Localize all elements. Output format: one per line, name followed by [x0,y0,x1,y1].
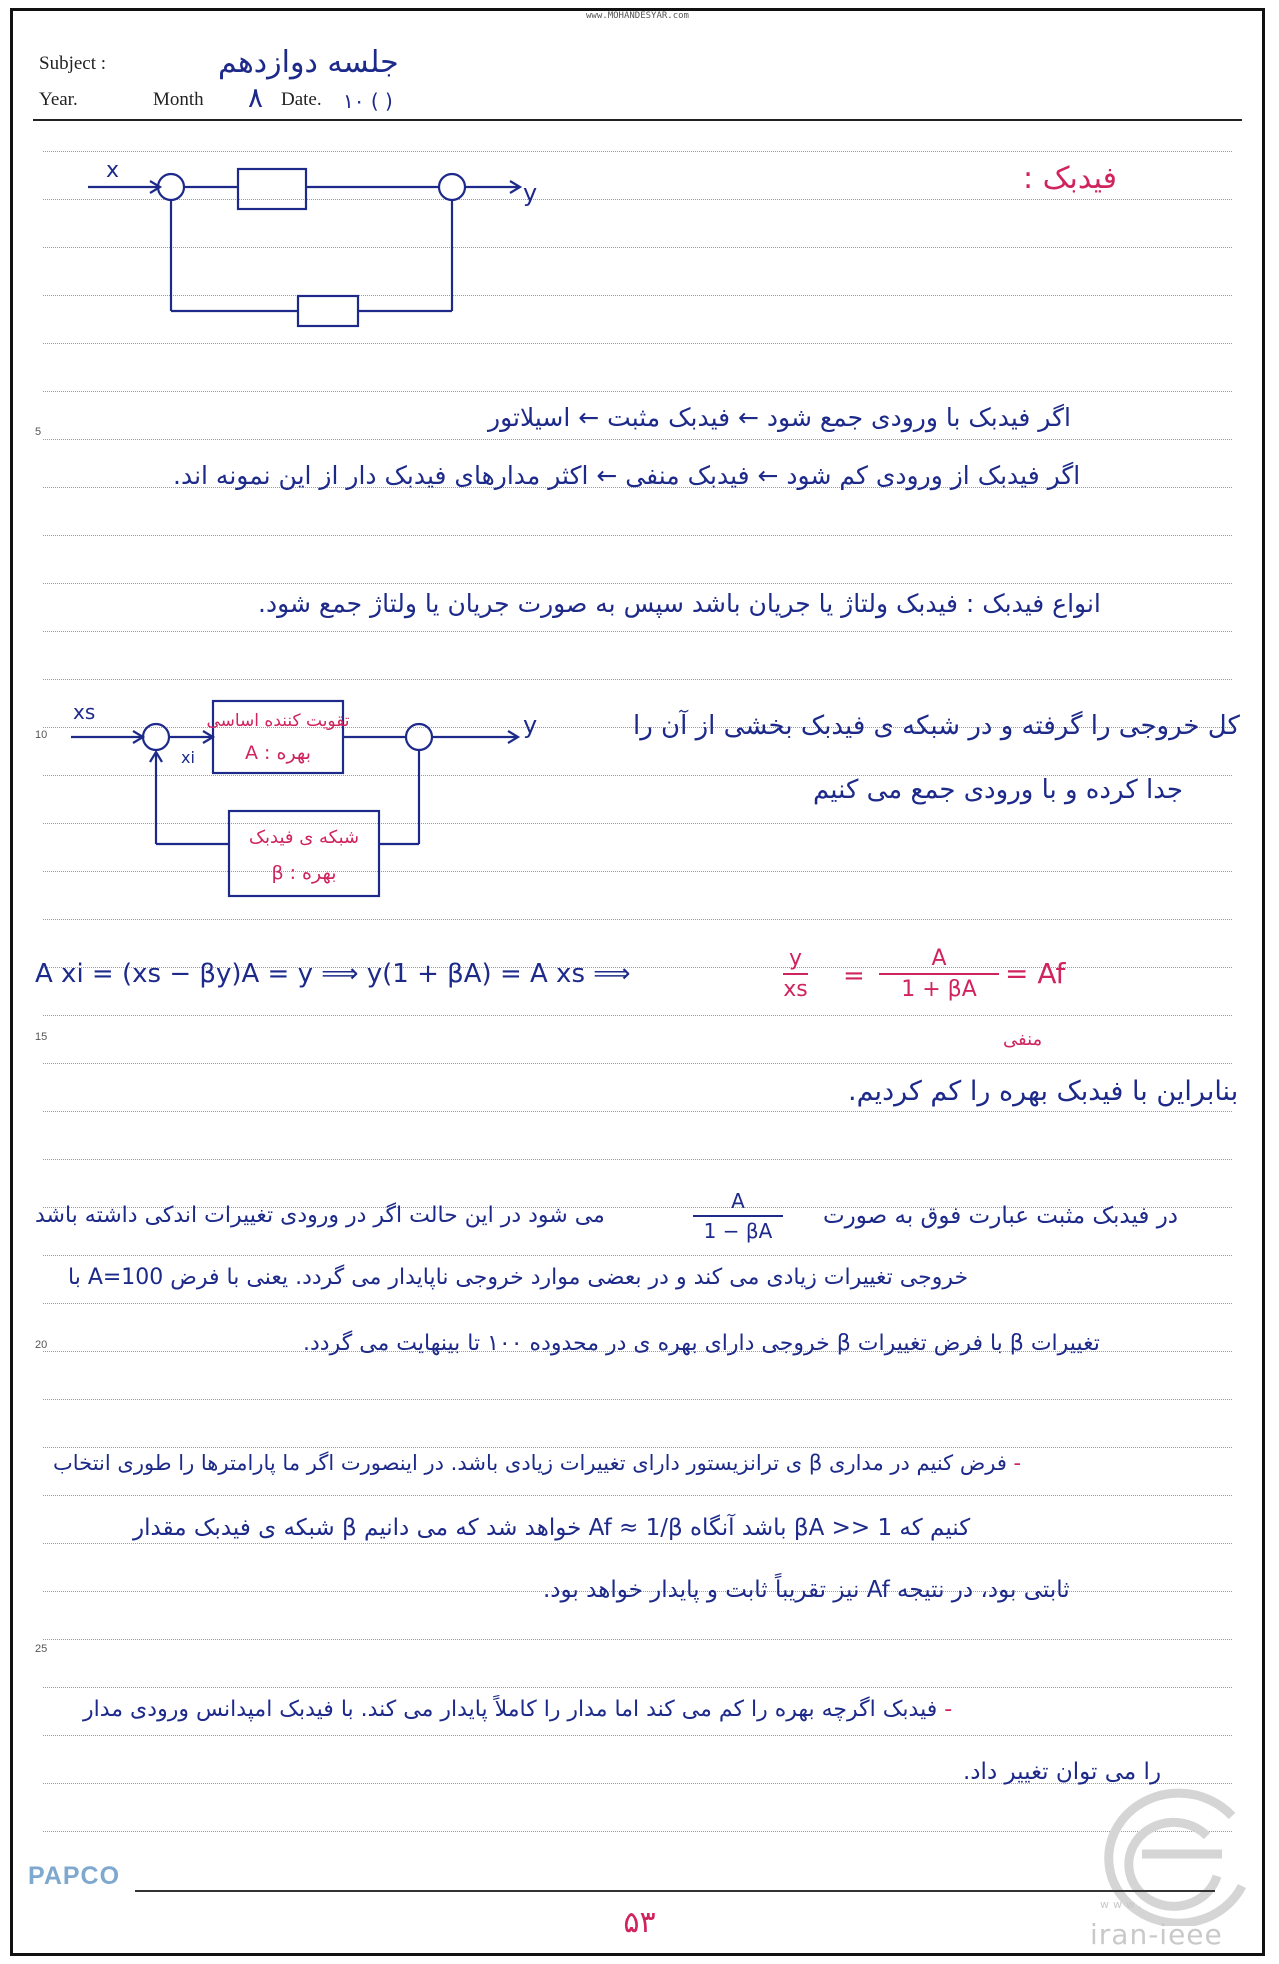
footer-rule [135,1890,1215,1892]
subject-label: Subject : [39,53,107,74]
ruled-line [43,919,1232,920]
equation-derivation: A xi = (xs − βy)A = y ⟹ y(1 + βA) = A xs ⟹ [35,959,631,989]
ruled-line [43,1015,1232,1016]
line-number: 15 [35,1031,48,1043]
fraction-closed-loop-gain [879,946,999,1002]
diagram2-inner-label: xi [181,748,195,767]
diagram2-output-label: y [523,711,538,739]
ruled-line [43,1159,1232,1160]
fraction-denominator: 1 + βA [901,977,977,1002]
fraction-positive-feedback [693,1189,783,1243]
ruled-line [43,1687,1232,1688]
ruled-line [43,1063,1232,1064]
ruled-line [43,631,1232,632]
bullet-dash: - [937,1697,953,1722]
date-value: ۱۰ ( ) [343,89,393,113]
bullet1-line1-text: فرض کنیم در مداری β ی ترانزیستور دارای تغییرات زیادی باشد. در اینصورت اگر ما پارامترها را طوری انتخاب [53,1451,1007,1475]
line-number: 25 [35,1643,48,1655]
diagram1-output-label: y [523,179,538,207]
ruled-line [43,1831,1232,1832]
bullet1-line3: ثابتی بود، در نتیجه Af نیز تقریباً ثابت و پایدار خواهد بود. [543,1577,1070,1603]
diagram1-input-label: x [106,158,120,183]
conclusion-line: بنابراین با فیدبک بهره را کم کردیم. [848,1076,1239,1107]
fraction-numerator: A [693,1189,783,1217]
description-line-2: جدا کرده و با ورودی جمع می کنیم [813,775,1183,805]
amplifier-gain: بهره : A [245,742,311,764]
ruled-line [43,679,1232,680]
line-number: 10 [35,729,48,741]
positive-para-line2: خروجی تغییرات زیادی می کند و در بعضی موارد خروجی ناپایدار می گردد. یعنی با فرض A=100 با [68,1265,969,1290]
bullet2-line1-text: فیدبک اگرچه بهره را کم می کند اما مدار را کاملاً پایدار می کند. با فیدبک امپدانس ورودی مدار [83,1697,938,1722]
positive-para-line1-left: می شود در این حالت اگر در ورودی تغییرات اندکی داشته باشد [35,1203,605,1228]
watermark-small: www. [1100,1898,1146,1911]
ruled-line [43,1495,1232,1496]
bullet-dash: - [1006,1451,1022,1475]
fraction-numerator: A [879,946,999,975]
ruled-line [43,343,1232,344]
ruled-line [43,439,1232,440]
feedback-network-gain: بهره : β [271,862,337,884]
header-rule [33,119,1242,121]
fraction-denominator: xs [783,977,808,1002]
watermark-text: iran-ieee [1090,1918,1223,1951]
feedback-block-diagram [68,151,548,331]
diagram2-input-label: xs [73,700,96,724]
positive-para-line3: تغییرات β با فرض تغییرات β خروجی دارای بهره ی در محدوده ۱۰۰ تا بینهایت می گردد. [303,1331,1100,1356]
fraction-numerator: y [783,946,808,975]
ruled-line [43,1255,1232,1256]
page-number: ۵۳ [623,1905,656,1940]
negative-feedback-line: اگر فیدبک از ورودی کم شود ← فیدبک منفی ← اکثر مدارهای فیدبک دار از این نمونه اند. [173,461,1081,490]
ruled-line [43,535,1232,536]
equals-sign: = [843,961,865,991]
basic-amplifier-feedback-diagram [61,701,581,916]
ruled-line [43,1303,1232,1304]
feedback-types-line: انواع فیدبک : فیدبک ولتاژ یا جریان باشد سپس به صورت جریان یا ولتاژ جمع شود. [258,589,1101,618]
ruled-line [43,583,1232,584]
top-url: www.MOHANDESYAR.com [586,11,689,21]
month-value: ۸ [248,81,264,114]
year-label: Year. [39,89,78,110]
forward-block [238,169,306,209]
positive-para-line1-right: در فیدبک مثبت عبارت فوق به صورت [823,1203,1179,1229]
ruled-line [43,1639,1232,1640]
ruled-line [43,1543,1232,1544]
bullet2-line2: را می توان تغییر داد. [963,1759,1162,1785]
line-number: 5 [35,426,42,438]
bullet2-line1 [83,1697,952,1722]
ruled-line [43,391,1232,392]
ruled-line [43,1399,1232,1400]
bullet1-line1 [53,1451,1021,1475]
feedback-heading: فیدبک : [1023,161,1117,196]
papco-brand-logo: PAPCO [28,1862,121,1890]
description-line-1: کل خروجی را گرفته و در شبکه ی فیدبک بخشی از آن را [633,711,1240,741]
fraction-y-over-xs [783,946,808,1002]
date-label: Date. [281,89,322,110]
pickoff-junction [406,724,432,750]
fraction-denominator: 1 − βA [703,1219,773,1243]
positive-feedback-line: اگر فیدبک با ورودی جمع شود ← فیدبک مثبت ← اسیلاتور [488,403,1071,432]
ruled-line [43,1111,1232,1112]
subject-value: جلسه دوازدهم [218,45,399,80]
ruled-line [43,1735,1232,1736]
pickoff-junction-output [439,174,465,200]
feedback-block [298,296,358,326]
ruled-line [43,1447,1232,1448]
amplifier-title: تقویت کننده اساسی [206,711,350,731]
bullet1-line2: کنیم که βA >> 1 باشد آنگاه Af ≈ 1/β خواهد شد که می دانیم β شبکه ی فیدبک مقدار [133,1515,971,1541]
summing-junction [143,724,169,750]
notebook-page [10,8,1265,1956]
annotation-negative: منفی [1003,1029,1043,1050]
feedback-network-title: شبکه ی فیدبک [248,827,360,848]
month-label: Month [153,89,204,110]
closed-loop-gain-result: = Af [1005,957,1066,990]
line-number: 20 [35,1339,48,1351]
